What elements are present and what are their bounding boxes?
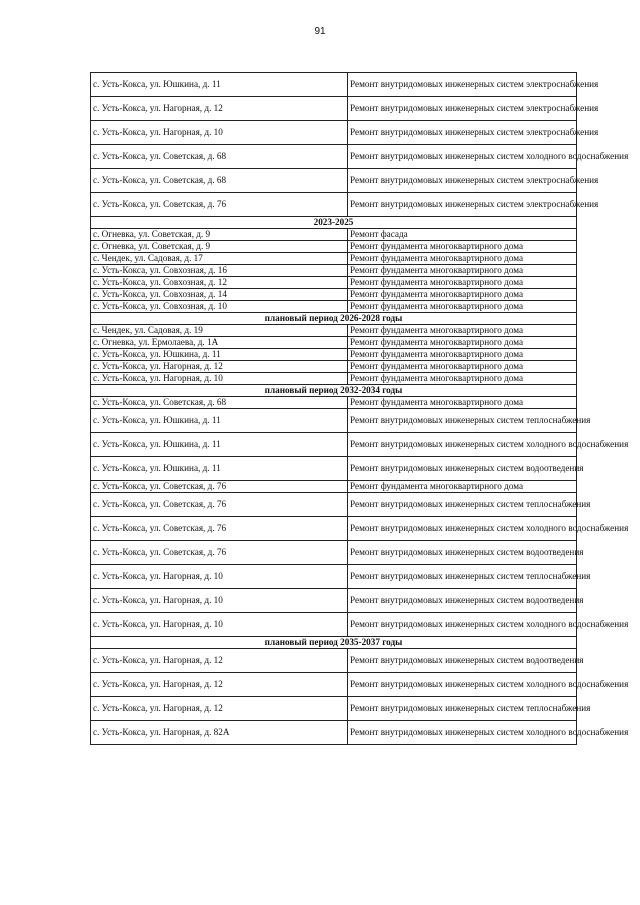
work-type-cell: Ремонт фундамента многоквартирного дома [348,481,577,493]
table-row [91,337,577,349]
address-cell: с. Усть-Кокса, ул. Совхозная, д. 16 [91,265,348,277]
table-row [91,277,577,289]
work-type-cell: Ремонт фундамента многоквартирного дома [348,397,577,409]
address-cell: с. Усть-Кокса, ул. Советская, д. 76 [91,493,348,517]
period-header-row [91,217,577,229]
address-cell: с. Усть-Кокса, ул. Советская, д. 76 [91,541,348,565]
repair-schedule-table [90,72,629,745]
work-type-cell: Ремонт внутридомовых инженерных систем холодного водоснабжения [348,613,577,637]
address-cell: с. Усть-Кокса, ул. Советская, д. 68 [91,169,348,193]
work-type-cell: Ремонт фундамента многоквартирного дома [348,301,577,313]
table-row [91,253,577,265]
work-type-cell: Ремонт фундамента многоквартирного дома [348,253,577,265]
address-cell: с. Огневка, ул. Советская, д. 9 [91,229,348,241]
work-type-cell: Ремонт внутридомовых инженерных систем холодного водоснабжения [348,517,577,541]
address-cell: с. Усть-Кокса, ул. Советская, д. 76 [91,193,348,217]
work-type-cell: Ремонт фундамента многоквартирного дома [348,361,577,373]
work-type-cell: Ремонт внутридомовых инженерных систем водоотведения [348,649,577,673]
period-title: плановый период 2035-2037 годы [91,637,577,649]
work-type-cell: Ремонт фундамента многоквартирного дома [348,325,577,337]
address-cell: с. Усть-Кокса, ул. Нагорная, д. 12 [91,673,348,697]
table-row [91,97,577,121]
address-cell: с. Чендек, ул. Садовая, д. 17 [91,253,348,265]
work-type-cell: Ремонт внутридомовых инженерных систем электроснабжения [348,169,577,193]
work-type-cell: Ремонт внутридомовых инженерных систем водоотведения [348,589,577,613]
table-row [91,493,577,517]
work-type-cell: Ремонт фундамента многоквартирного дома [348,373,577,385]
address-cell: с. Усть-Кокса, ул. Нагорная, д. 10 [91,373,348,385]
table-row [91,589,577,613]
work-type-cell: Ремонт внутридомовых инженерных систем холодного водоснабжения [348,673,577,697]
table-row [91,649,577,673]
table-row [91,73,577,97]
table-row [91,697,577,721]
table-row [91,193,577,217]
address-cell: с. Усть-Кокса, ул. Нагорная, д. 12 [91,361,348,373]
work-type-cell: Ремонт фундамента многоквартирного дома [348,277,577,289]
work-type-cell: Ремонт фундамента многоквартирного дома [348,241,577,253]
address-cell: с. Усть-Кокса, ул. Юшкина, д. 11 [91,433,348,457]
work-type-cell: Ремонт внутридомовых инженерных систем теплоснабжения [348,409,577,433]
table-row [91,169,577,193]
table-row [91,301,577,313]
address-cell: с. Чендек, ул. Садовая, д. 19 [91,325,348,337]
address-cell: с. Усть-Кокса, ул. Нагорная, д. 10 [91,121,348,145]
work-type-cell: Ремонт внутридомовых инженерных систем водоотведения [348,541,577,565]
address-cell: с. Усть-Кокса, ул. Нагорная, д. 12 [91,649,348,673]
address-cell: с. Усть-Кокса, ул. Советская, д. 68 [91,397,348,409]
address-cell: с. Усть-Кокса, ул. Советская, д. 68 [91,145,348,169]
address-cell: с. Огневка, ул. Ермолаева, д. 1А [91,337,348,349]
address-cell: с. Усть-Кокса, ул. Нагорная, д. 10 [91,565,348,589]
address-cell: с. Усть-Кокса, ул. Юшкина, д. 11 [91,73,348,97]
table-row [91,241,577,253]
work-type-cell: Ремонт фасада [348,229,577,241]
work-type-cell: Ремонт внутридомовых инженерных систем холодного водоснабжения [348,433,577,457]
address-cell: с. Усть-Кокса, ул. Нагорная, д. 10 [91,589,348,613]
address-cell: с. Усть-Кокса, ул. Совхозная, д. 14 [91,289,348,301]
table-row [91,673,577,697]
address-cell: с. Усть-Кокса, ул. Нагорная, д. 82А [91,721,348,745]
table-row [91,229,577,241]
work-type-cell: Ремонт внутридомовых инженерных систем электроснабжения [348,121,577,145]
work-type-cell: Ремонт внутридомовых инженерных систем электроснабжения [348,97,577,121]
address-cell: с. Усть-Кокса, ул. Юшкина, д. 11 [91,457,348,481]
address-cell: с. Усть-Кокса, ул. Юшкина, д. 11 [91,349,348,361]
table-row [91,397,577,409]
table-row [91,481,577,493]
address-cell: с. Усть-Кокса, ул. Нагорная, д. 12 [91,97,348,121]
table-row [91,409,577,433]
table-row [91,457,577,481]
table-row [91,373,577,385]
table-row [91,565,577,589]
period-title: плановый период 2026-2028 годы [91,313,577,325]
page-number: 91 [314,26,326,37]
address-cell: с. Огневка, ул. Советская, д. 9 [91,241,348,253]
work-type-cell: Ремонт фундамента многоквартирного дома [348,265,577,277]
work-type-cell: Ремонт внутридомовых инженерных систем холодного водоснабжения [348,145,577,169]
table-row [91,265,577,277]
work-type-cell: Ремонт внутридомовых инженерных систем водоотведения [348,457,577,481]
work-type-cell: Ремонт внутридомовых инженерных систем электроснабжения [348,73,577,97]
period-title: 2023-2025 [91,217,577,229]
address-cell: с. Усть-Кокса, ул. Советская, д. 76 [91,481,348,493]
table-row [91,721,577,745]
address-cell: с. Усть-Кокса, ул. Нагорная, д. 12 [91,697,348,721]
period-header-row [91,385,577,397]
table-row [91,433,577,457]
work-type-cell: Ремонт внутридомовых инженерных систем теплоснабжения [348,493,577,517]
table-row [91,541,577,565]
repair-schedule-body [91,73,629,745]
period-header-row [91,637,577,649]
table-row [91,145,577,169]
period-title: плановый период 2032-2034 годы [91,385,577,397]
table-row [91,361,577,373]
work-type-cell: Ремонт фундамента многоквартирного дома [348,349,577,361]
table-row [91,121,577,145]
work-type-cell: Ремонт внутридомовых инженерных систем холодного водоснабжения [348,721,577,745]
work-type-cell: Ремонт фундамента многоквартирного дома [348,289,577,301]
address-cell: с. Усть-Кокса, ул. Юшкина, д. 11 [91,409,348,433]
work-type-cell: Ремонт внутридомовых инженерных систем теплоснабжения [348,697,577,721]
work-type-cell: Ремонт внутридомовых инженерных систем теплоснабжения [348,565,577,589]
address-cell: с. Усть-Кокса, ул. Советская, д. 76 [91,517,348,541]
work-type-cell: Ремонт внутридомовых инженерных систем электроснабжения [348,193,577,217]
table-row [91,349,577,361]
table-row [91,289,577,301]
work-type-cell: Ремонт фундамента многоквартирного дома [348,337,577,349]
table-row [91,517,577,541]
table-row [91,325,577,337]
table-row [91,613,577,637]
address-cell: с. Усть-Кокса, ул. Совхозная, д. 12 [91,277,348,289]
address-cell: с. Усть-Кокса, ул. Совхозная, д. 10 [91,301,348,313]
address-cell: с. Усть-Кокса, ул. Нагорная, д. 10 [91,613,348,637]
period-header-row [91,313,577,325]
